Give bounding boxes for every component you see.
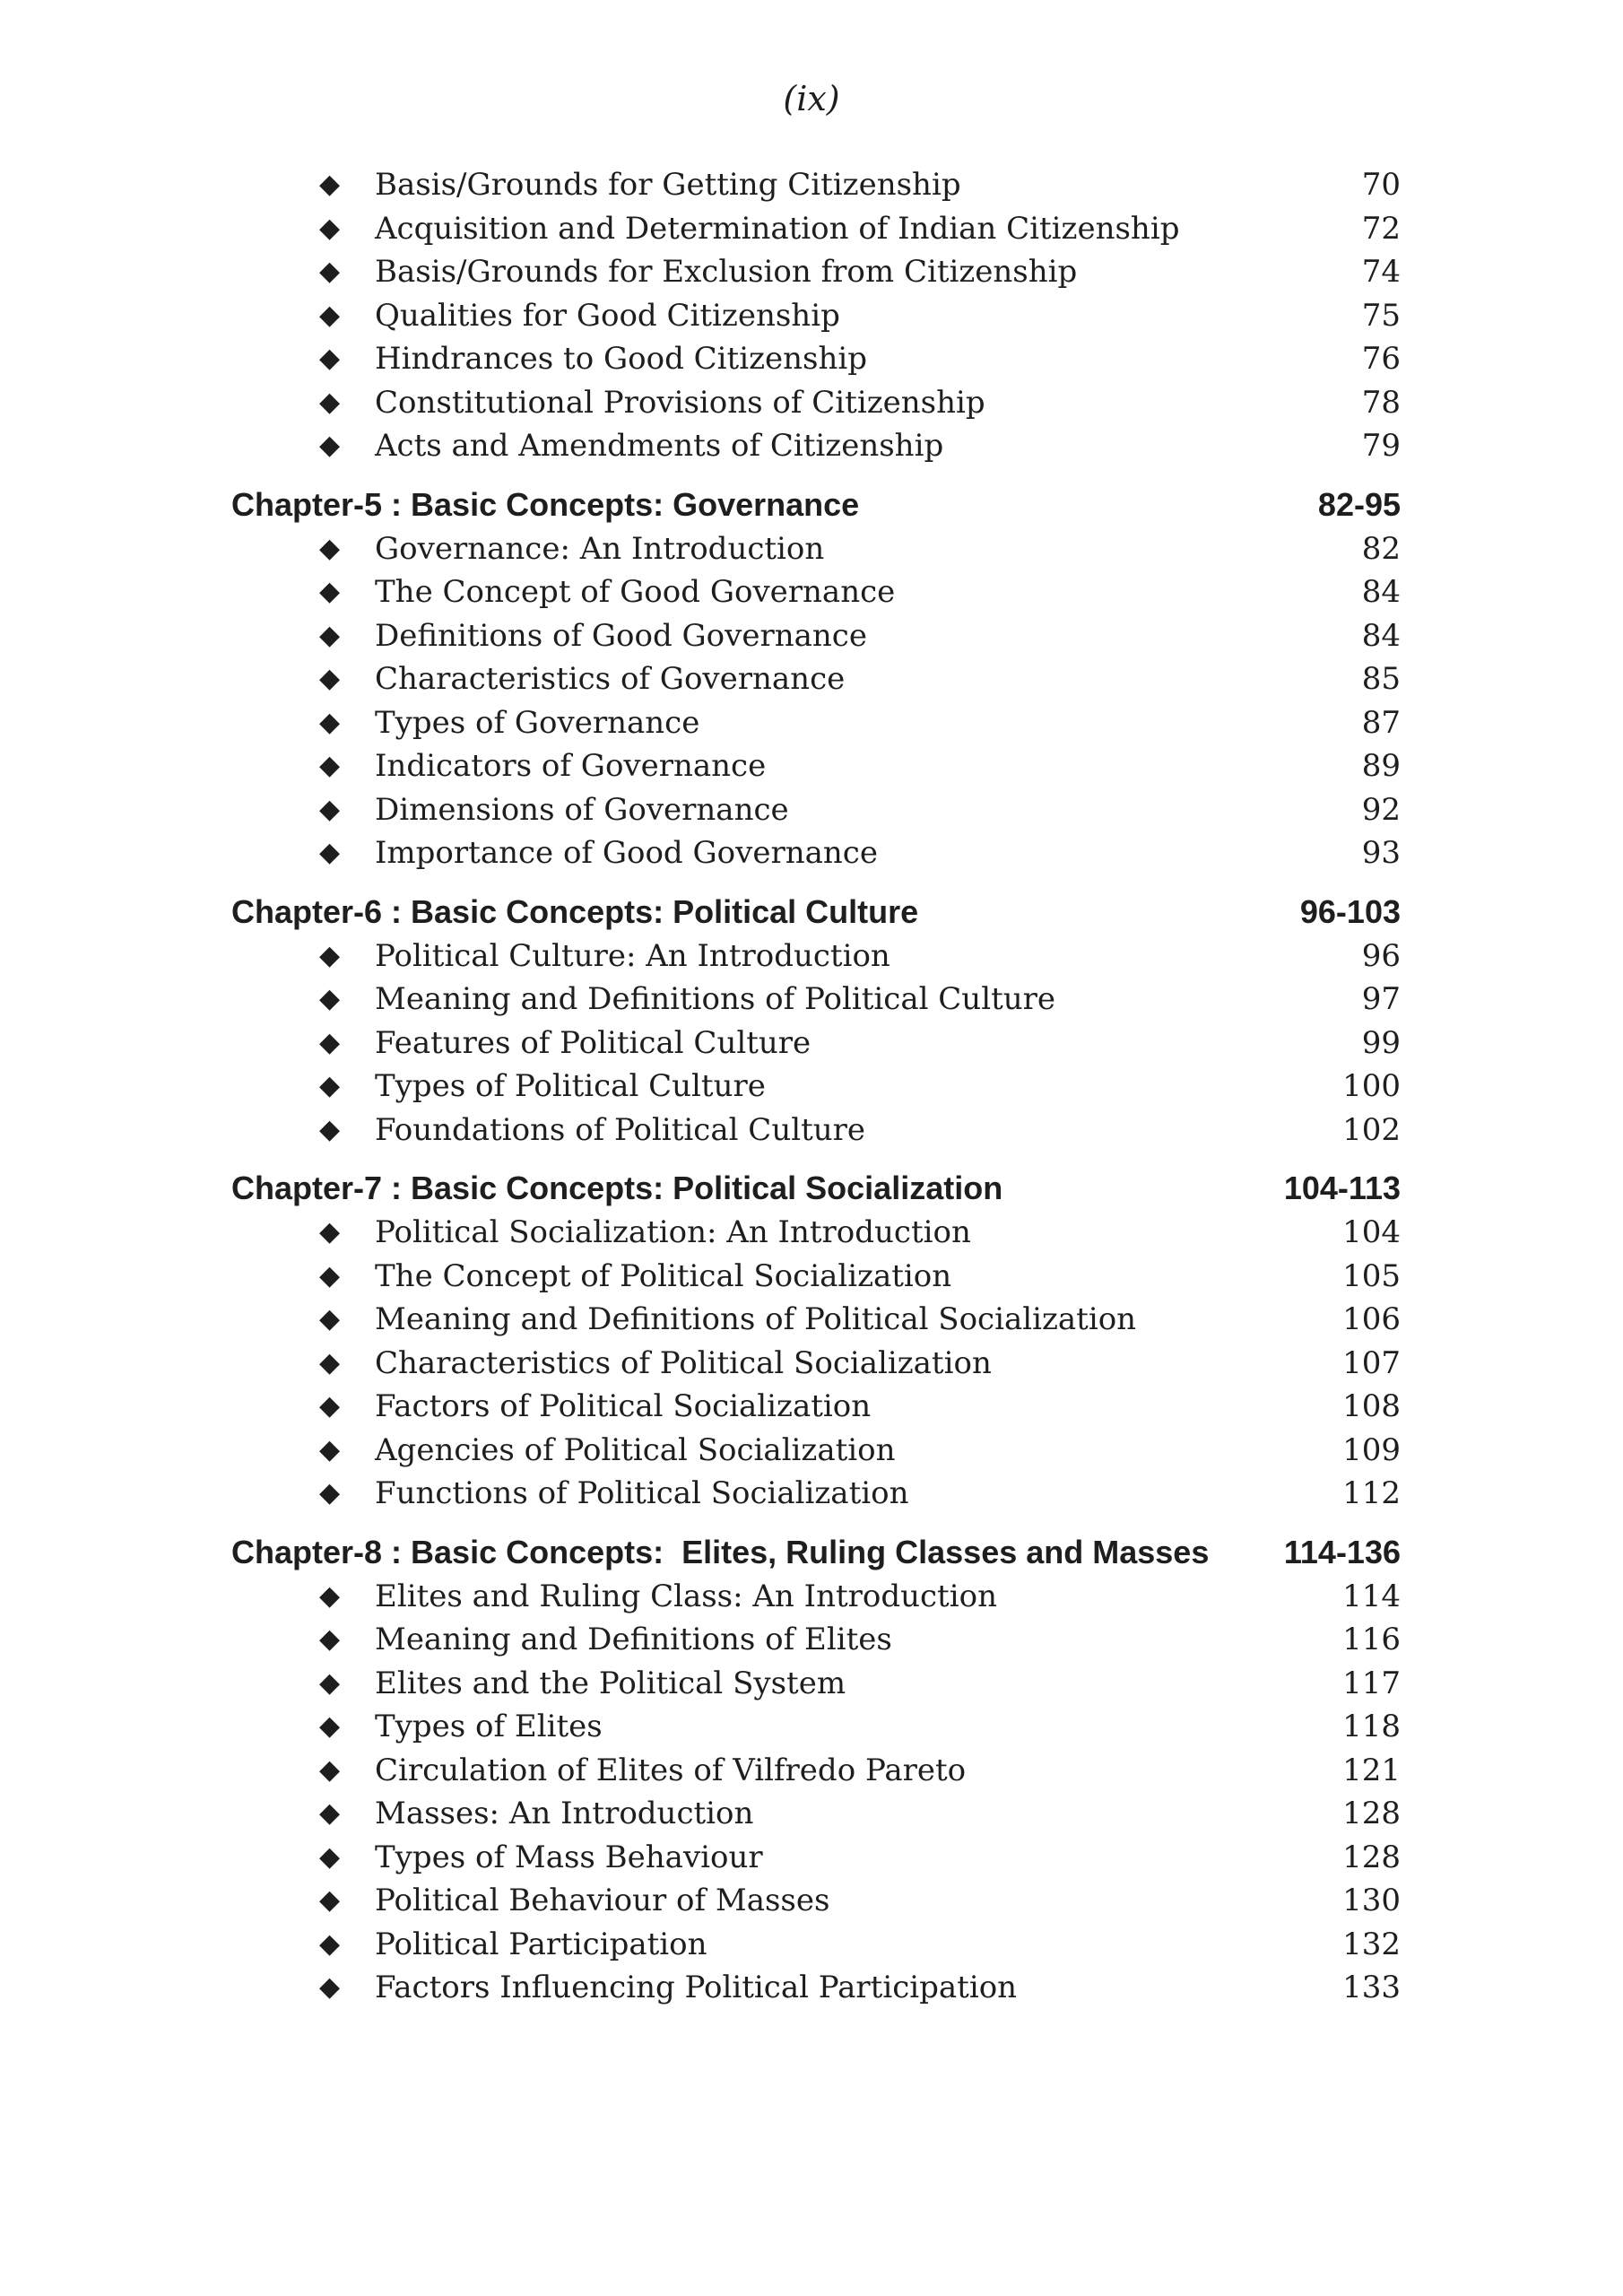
entry-title: Indicators of Governance [375,748,767,784]
entry-title: Qualities for Good Citizenship [375,297,840,334]
entry-page-number: 79 [1361,428,1401,464]
diamond-bullet-icon: ◆ [319,1026,341,1058]
diamond-bullet-icon: ◆ [319,169,341,200]
entry-page-number: 84 [1361,574,1401,610]
toc-entry [0,1879,1623,1922]
entry-page-number: 76 [1361,341,1401,377]
entry-page-number: 128 [1342,1796,1401,1831]
diamond-bullet-icon: ◆ [319,1477,341,1509]
entry-title: Types of Governance [375,704,700,741]
entry-title: Political Participation [375,1926,707,1962]
entry-title: Types of Political Culture [375,1068,766,1104]
diamond-bullet-icon: ◆ [319,1927,341,1960]
entry-title: Constitutional Provisions of Citizenship [375,384,985,421]
toc-entry [0,294,1623,337]
entry-page-number: 87 [1361,704,1401,741]
diamond-bullet-icon: ◆ [319,1666,341,1699]
toc-entry [0,1662,1623,1705]
chapter-title: Chapter-5 : Basic Concepts: Governance [231,485,860,523]
toc-entry [0,207,1623,250]
entry-title: Acts and Amendments of Citizenship [375,428,944,464]
entry-page-number: 102 [1342,1111,1401,1148]
entry-page-number: 128 [1342,1839,1401,1875]
entry-page-number: 112 [1342,1475,1401,1511]
chapter-heading [0,1530,1623,1575]
entry-page-number: 114 [1342,1578,1401,1614]
entry-title: Foundations of Political Culture [375,1111,866,1148]
diamond-bullet-icon: ◆ [319,837,341,868]
entry-page-number: 93 [1361,835,1401,871]
entry-title: Meaning and Definitions of Political Culture [375,981,1056,1017]
entry-title: Basis/Grounds for Exclusion from Citizenship [375,254,1078,290]
entry-page-number: 92 [1361,791,1401,828]
diamond-bullet-icon: ◆ [319,1840,341,1873]
diamond-bullet-icon: ◆ [319,212,341,244]
entry-page-number: 130 [1342,1883,1401,1918]
toc-entry [0,1298,1623,1341]
toc-entry [0,1109,1623,1152]
chapter-page-range: 82-95 [1317,485,1401,523]
diamond-bullet-icon: ◆ [319,1259,341,1292]
entry-page-number: 74 [1361,254,1401,290]
entry-title: Elites and the Political System [375,1665,846,1701]
toc-entry [0,935,1623,978]
toc-entry [0,1618,1623,1661]
entry-title: Hindrances to Good Citizenship [375,341,867,377]
entry-page-number: 84 [1361,617,1401,654]
toc-entry [0,424,1623,467]
entry-page-number: 78 [1361,384,1401,421]
entry-title: Functions of Political Socialization [375,1475,909,1511]
diamond-bullet-icon: ◆ [319,386,341,418]
toc-entry [0,1472,1623,1515]
entry-page-number: 97 [1361,981,1401,1017]
toc-entry [0,527,1623,570]
entry-title: Factors Influencing Political Participation [375,1970,1018,2005]
toc-entry [0,1792,1623,1835]
entry-title: Factors of Political Socialization [375,1388,872,1424]
entry-page-number: 106 [1342,1301,1401,1337]
diamond-bullet-icon: ◆ [319,1303,341,1335]
entry-title: Types of Mass Behaviour [375,1839,763,1875]
toc-entry [0,978,1623,1021]
toc-entry [0,1065,1623,1108]
diamond-bullet-icon: ◆ [319,1113,341,1145]
entry-page-number: 133 [1342,1970,1401,2005]
entry-page-number: 89 [1361,748,1401,784]
diamond-bullet-icon: ◆ [319,619,341,651]
entry-page-number: 118 [1342,1709,1401,1744]
diamond-bullet-icon: ◆ [319,1884,341,1916]
toc-entry [0,570,1623,613]
toc-entry [0,614,1623,657]
toc-entry [0,1966,1623,2009]
entry-page-number: 70 [1361,167,1401,203]
entry-title: Political Culture: An Introduction [375,937,890,974]
entry-title: Circulation of Elites of Vilfredo Pareto [375,1752,967,1788]
chapter-page-range: 96-103 [1299,892,1401,930]
diamond-bullet-icon: ◆ [319,793,341,825]
entry-page-number: 109 [1342,1431,1401,1468]
entry-page-number: 117 [1342,1665,1401,1701]
diamond-bullet-icon: ◆ [319,1797,341,1829]
entry-title: The Concept of Good Governance [375,574,896,610]
toc-entry [0,701,1623,744]
page-number: (ix) [783,79,840,118]
diamond-bullet-icon: ◆ [319,1710,341,1742]
entry-page-number: 96 [1361,937,1401,974]
entry-title: Political Behaviour of Masses [375,1883,830,1918]
chapter-page-range: 114-136 [1283,1533,1401,1570]
diamond-bullet-icon: ◆ [319,1433,341,1465]
entry-title: Governance: An Introduction [375,530,825,567]
chapter-title: Chapter-8 : Basic Concepts: Elites, Ruling Classes and Masses [231,1533,1210,1570]
entry-title: Acquisition and Determination of Indian Citizenship [375,210,1180,247]
chapter-title: Chapter-6 : Basic Concepts: Political Culture [231,892,919,930]
entry-title: Definitions of Good Governance [375,617,867,654]
diamond-bullet-icon: ◆ [319,1753,341,1786]
diamond-bullet-icon: ◆ [319,343,341,374]
entry-page-number: 82 [1361,530,1401,567]
diamond-bullet-icon: ◆ [319,256,341,287]
entry-page-number: 107 [1342,1344,1401,1381]
toc-entry [0,1429,1623,1472]
diamond-bullet-icon: ◆ [319,1971,341,2003]
diamond-bullet-icon: ◆ [319,983,341,1014]
diamond-bullet-icon: ◆ [319,939,341,971]
toc-entry [0,381,1623,424]
entry-title: Elites and Ruling Class: An Introduction [375,1578,997,1614]
entry-title: Meaning and Definitions of Elites [375,1622,892,1657]
entry-title: Characteristics of Governance [375,661,846,697]
entry-page-number: 99 [1361,1024,1401,1061]
entry-page-number: 121 [1342,1752,1401,1788]
entry-title: Characteristics of Political Socialization [375,1344,992,1381]
toc-entry [0,1255,1623,1298]
chapter-heading [0,1166,1623,1211]
toc-entry [0,657,1623,700]
diamond-bullet-icon: ◆ [319,576,341,607]
chapter-heading [0,483,1623,527]
entry-page-number: 75 [1361,297,1401,334]
toc-entry [0,1923,1623,1966]
diamond-bullet-icon: ◆ [319,663,341,694]
entry-title: Agencies of Political Socialization [375,1431,896,1468]
toc-entry [0,1705,1623,1748]
entry-title: Types of Elites [375,1709,603,1744]
entry-page-number: 105 [1342,1257,1401,1294]
diamond-bullet-icon: ◆ [319,1390,341,1422]
entry-title: Importance of Good Governance [375,835,878,871]
chapter-heading [0,890,1623,935]
diamond-bullet-icon: ◆ [319,1623,341,1655]
toc-entry [0,831,1623,874]
entry-title: Dimensions of Governance [375,791,789,828]
toc-entry [0,1385,1623,1428]
entry-title: Masses: An Introduction [375,1796,754,1831]
toc-entry [0,744,1623,787]
entry-page-number: 104 [1342,1214,1401,1250]
diamond-bullet-icon: ◆ [319,1346,341,1378]
diamond-bullet-icon: ◆ [319,532,341,564]
diamond-bullet-icon: ◆ [319,1070,341,1101]
diamond-bullet-icon: ◆ [319,706,341,738]
toc-entry [0,1836,1623,1879]
entry-page-number: 85 [1361,661,1401,697]
entry-title: The Concept of Political Socialization [375,1257,952,1294]
diamond-bullet-icon: ◆ [319,1216,341,1248]
diamond-bullet-icon: ◆ [319,430,341,461]
entry-page-number: 116 [1342,1622,1401,1657]
entry-title: Features of Political Culture [375,1024,812,1061]
toc-entry [0,163,1623,206]
diamond-bullet-icon: ◆ [319,1579,341,1612]
entry-title: Meaning and Definitions of Political Socialization [375,1301,1137,1337]
entry-page-number: 108 [1342,1388,1401,1424]
chapter-title: Chapter-7 : Basic Concepts: Political Socialization [231,1170,1003,1206]
toc-entry [0,788,1623,831]
entry-title: Basis/Grounds for Getting Citizenship [375,167,961,203]
toc-entry [0,337,1623,380]
diamond-bullet-icon: ◆ [319,750,341,781]
toc-entry [0,1749,1623,1792]
toc-entry [0,1342,1623,1385]
entry-page-number: 72 [1361,210,1401,247]
entry-title: Political Socialization: An Introduction [375,1214,971,1250]
toc-entry [0,1575,1623,1618]
entry-page-number: 100 [1342,1068,1401,1104]
entry-page-number: 132 [1342,1926,1401,1962]
toc-entry [0,250,1623,293]
toc-entry [0,1211,1623,1254]
diamond-bullet-icon: ◆ [319,299,341,331]
chapter-page-range: 104-113 [1283,1170,1401,1206]
toc-entry [0,1022,1623,1065]
